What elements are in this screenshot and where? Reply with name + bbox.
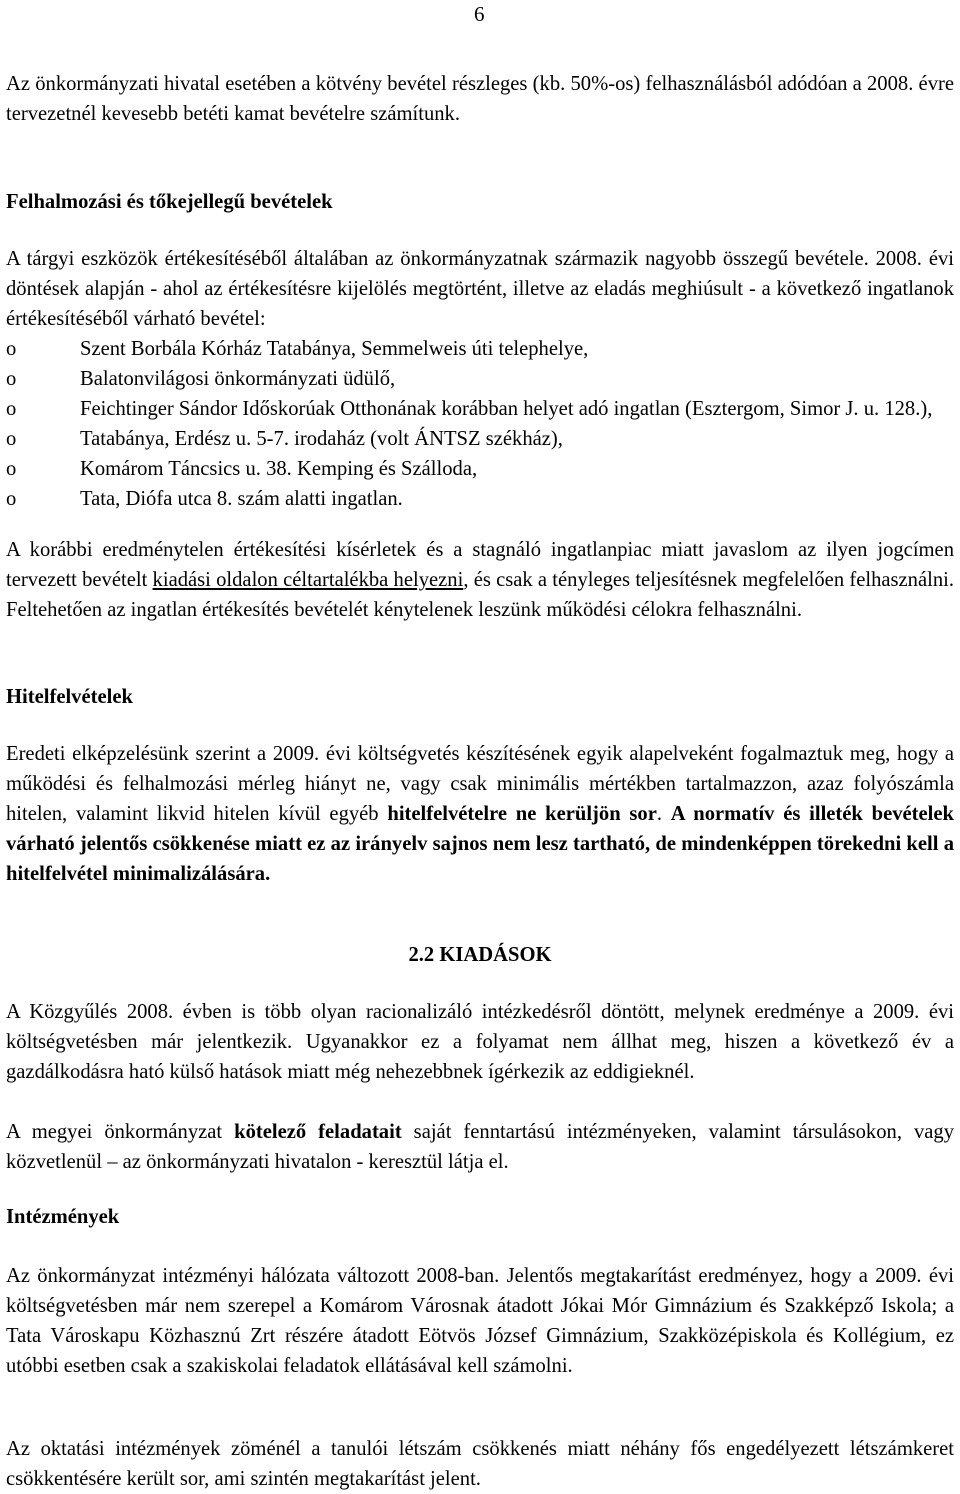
paragraph-mandatory-tasks: A megyei önkormányzat kötelező feladatait saját fenntartású intézményeken, valamint társulásokon, vagy közvetlenül – az önkormányzati hivatalon - keresztül látja el. bbox=[6, 1121, 954, 1173]
list-item: o Komárom Táncsics u. 38. Kemping és Szálloda, bbox=[6, 454, 954, 484]
bullet-marker: o bbox=[6, 338, 17, 360]
paragraph-interest-income: Az önkormányzati hivatal esetében a kötvény bevétel részleges (kb. 50%-os) felhasználásból adódóan a 2008. évre tervezetnél kevesebb betéti kamat bevételre számítunk. bbox=[6, 73, 954, 125]
list-item: o Feichtinger Sándor Időskorúak Otthonának korábban helyet adó ingatlan (Esztergom, Simor J. u. 128.), bbox=[6, 394, 954, 424]
paragraph-rationalization: A Közgyűlés 2008. évben is több olyan racionalizáló intézkedésről döntött, melynek eredménye a 2009. évi költségvetésben már jelentkezik. Ugyanakkor ez a folyamat nem állhat meg, hiszen a következő év a gazdálkodásra ható külső hatások miatt még nehezebbnek ígérkezik az eddigieknél. bbox=[6, 1001, 954, 1083]
list-item: o Szent Borbála Kórház Tatabánya, Semmelweis úti telephelye, bbox=[6, 334, 954, 364]
underlined-phrase: kiadási oldalon céltartalékba helyezni bbox=[152, 569, 464, 591]
paragraph-borrowing: Eredeti elképzelésünk szerint a 2009. évi költségvetés készítésének egyik alapelveként fogalmaztuk meg, hogy a működési és felhalmozási mérleg hiányt ne, vagy csak minimális mértékben tartalmazzon, azaz folyószámla hitelen, valamint likvid hitelen kívül egyéb hitelfelvételre ne kerüljön sor. A normatív és illeték bevételek várható jelentős csökkenése miatt ez az irányelv sajnos nem lesz tartható, de mindenképpen törekedni kell a hitelfelvétel minimalizálására. bbox=[6, 743, 954, 885]
list-item: o Tata, Diófa utca 8. szám alatti ingatlan. bbox=[6, 484, 954, 514]
heading-capital-revenues: Felhalmozási és tőkejellegű bevételek bbox=[6, 191, 333, 213]
bold-statement: A normatív és illeték bevételek várható jelentős csökkenése miatt ez az irányelv sajnos nem lesz tartható, de mindenképpen törekedni kell a hitelfelvétel minimalizálására. bbox=[6, 803, 954, 885]
paragraph-reserve-proposal: A korábbi eredménytelen értékesítési kísérletek és a stagnáló ingatlanpiac miatt javaslom az ilyen jogcímen tervezett bevételt kiadási oldalon céltartalékba helyezni, és csak a tényleges teljesítésnek megfelelően felhasználni. Feltehetően az ingatlan értékesítés bevételét kénytelenek leszünk működési célokra felhasználni. bbox=[6, 539, 954, 621]
heading-expenditures: 2.2 KIADÁSOK bbox=[408, 944, 552, 966]
bold-phrase: hitelfelvételre ne kerüljön sor bbox=[387, 803, 657, 825]
bullet-marker: o bbox=[6, 398, 17, 420]
heading-institutions: Intézmények bbox=[6, 1206, 120, 1228]
bold-phrase: kötelező feladatait bbox=[234, 1121, 402, 1143]
list-item: o Tatabánya, Erdész u. 5-7. irodaház (volt ÁNTSZ székház), bbox=[6, 424, 954, 454]
bullet-marker: o bbox=[6, 428, 17, 450]
paragraph-asset-sales: A tárgyi eszközök értékesítéséből általában az önkormányzatnak származik nagyobb összegű bevétele. 2008. évi döntések alapján - ahol az értékesítésre kijelölés megtörtént, illetve az eladás meghiúsult - a következő ingatlanok értékesítéséből várható bevétel: bbox=[6, 248, 954, 330]
bullet-marker: o bbox=[6, 458, 17, 480]
page-number: 6 bbox=[474, 2, 485, 26]
list-item: o Balatonvilágosi önkormányzati üdülő, bbox=[6, 364, 954, 394]
property-list bbox=[6, 334, 954, 514]
paragraph-staff-reduction: Az oktatási intézmények zöménél a tanulói létszám csökkenés miatt néhány fős engedélyezett létszámkeret csökkentésére került sor, ami szintén megtakarítást jelent. bbox=[6, 1438, 954, 1490]
bullet-marker: o bbox=[6, 488, 17, 510]
heading-borrowing: Hitelfelvételek bbox=[6, 686, 133, 708]
paragraph-institution-network: Az önkormányzat intézményi hálózata változott 2008-ban. Jelentős megtakarítást eredményez, hogy a 2009. évi költségvetésben már nem szerepel a Komárom Városnak átadott Jókai Mór Gimnázium és Szakképző Iskola; a Tata Városkapu Közhasznú Zrt részére átadott Eötvös József Gimnázium, Szakközépiskola és Kollégium, ez utóbbi esetben csak a szakiskolai feladatok ellátásával kell számolni. bbox=[6, 1265, 954, 1377]
bullet-marker: o bbox=[6, 368, 17, 390]
